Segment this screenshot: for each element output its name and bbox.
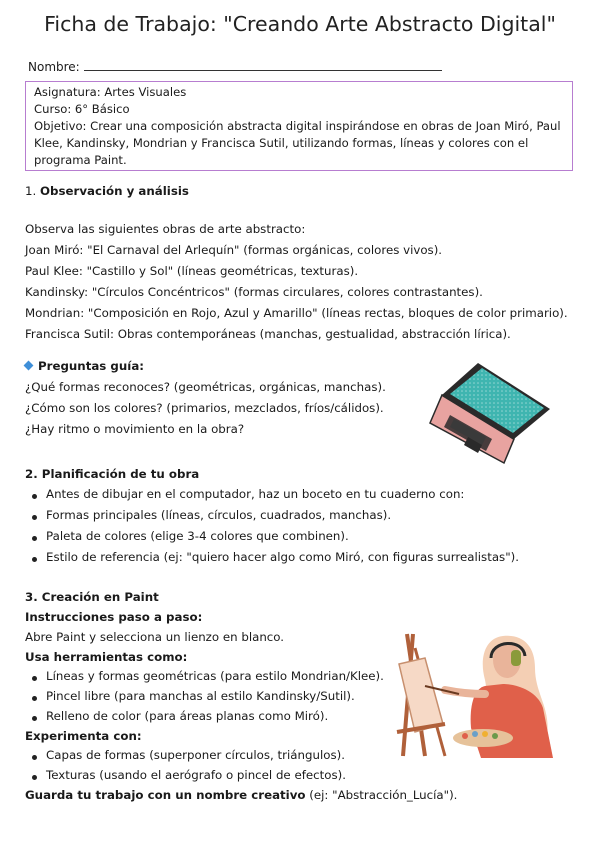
bullet-icon xyxy=(32,696,37,701)
section2-heading xyxy=(25,467,199,481)
bullet-icon xyxy=(32,557,37,562)
section1-title: Observación y análisis xyxy=(40,184,189,198)
experiment-item: Texturas (usando el aerógrafo o pincel de efectos). xyxy=(46,768,346,782)
steps-heading-text: Instrucciones paso a paso: xyxy=(25,610,203,624)
tools-heading xyxy=(25,650,187,664)
guide-heading-text: Preguntas guía: xyxy=(38,359,144,373)
plan-item: Antes de dibujar en el computador, haz un boceto en tu cuaderno con: xyxy=(46,487,465,501)
experiment-heading-text: Experimenta con: xyxy=(25,729,142,743)
section1-heading xyxy=(25,184,189,198)
tool-item: Relleno de color (para áreas planas como Miró). xyxy=(46,709,329,723)
objetivo-line-2: Klee, Kandinsky, Mondrian y Francisca Sutil, utilizando formas, líneas y colores con el xyxy=(34,136,529,150)
asignatura-text: Asignatura: Artes Visuales xyxy=(34,85,187,99)
bullet-icon xyxy=(32,494,37,499)
diamond-bullet-icon xyxy=(24,361,34,371)
section1-intro: Observa las siguientes obras de arte abstracto: xyxy=(25,222,306,236)
section1-number: 1. xyxy=(25,184,37,198)
objetivo-line-1: Objetivo: Crear una composición abstracta digital inspirándose en obras de Joan Miró, Paul xyxy=(34,119,561,133)
guide-heading xyxy=(25,359,144,373)
bullet-icon xyxy=(32,515,37,520)
question-item: ¿Cómo son los colores? (primarios, mezclados, fríos/cálidos). xyxy=(25,401,384,415)
info-box xyxy=(25,81,573,171)
question-item: ¿Hay ritmo o movimiento en la obra? xyxy=(25,422,245,436)
bullet-icon xyxy=(32,536,37,541)
objetivo-line-3: programa Paint. xyxy=(34,153,127,167)
nombre-line[interactable] xyxy=(84,59,442,71)
section2-title: 2. Planificación de tu obra xyxy=(25,467,200,481)
curso-text: Curso: 6° Básico xyxy=(34,102,130,116)
plan-item: Formas principales (líneas, círculos, cuadrados, manchas). xyxy=(46,508,392,522)
experiment-heading xyxy=(25,729,142,743)
nombre-label: Nombre: xyxy=(28,60,80,74)
bullet-icon xyxy=(32,775,37,780)
tools-heading-text: Usa herramientas como: xyxy=(25,650,188,664)
step-text: Abre Paint y selecciona un lienzo en blanco. xyxy=(25,630,285,644)
save-instruction xyxy=(25,788,457,802)
laptop-illustration xyxy=(428,357,556,465)
page-title: Ficha de Trabajo: "Creando Arte Abstracto Digital" xyxy=(44,12,556,36)
tool-item: Pincel libre (para manchas al estilo Kandinsky/Sutil). xyxy=(46,689,355,703)
section3-title: 3. Creación en Paint xyxy=(25,590,159,604)
nombre-field[interactable] xyxy=(28,59,442,74)
save-instruction-bold: Guarda tu trabajo con un nombre creativo xyxy=(25,788,306,802)
plan-item: Paleta de colores (elige 3-4 colores que combinen). xyxy=(46,529,349,543)
work-item: Francisca Sutil: Obras contemporáneas (manchas, gestualidad, abstracción lírica). xyxy=(25,327,511,341)
question-item: ¿Qué formas reconoces? (geométricas, orgánicas, manchas). xyxy=(25,380,386,394)
section3-heading xyxy=(25,590,159,604)
bullet-icon xyxy=(32,676,37,681)
tool-item: Líneas y formas geométricas (para estilo Mondrian/Klee). xyxy=(46,669,384,683)
steps-heading xyxy=(25,610,202,624)
work-item: Paul Klee: "Castillo y Sol" (líneas geométricas, texturas). xyxy=(25,264,359,278)
bullet-icon xyxy=(32,716,37,721)
save-instruction-rest: (ej: "Abstracción_Lucía"). xyxy=(305,788,458,802)
plan-item: Estilo de referencia (ej: "quiero hacer algo como Miró, con figuras surrealistas"). xyxy=(46,550,519,564)
experiment-item: Capas de formas (superponer círculos, triángulos). xyxy=(46,748,345,762)
work-item: Joan Miró: "El Carnaval del Arlequín" (formas orgánicas, colores vivos). xyxy=(25,243,443,257)
work-item: Mondrian: "Composición en Rojo, Azul y Amarillo" (líneas rectas, bloques de color primario). xyxy=(25,306,568,320)
work-item: Kandinsky: "Círculos Concéntricos" (formas circulares, colores contrastantes). xyxy=(25,285,483,299)
bullet-icon xyxy=(32,755,37,760)
artist-painting-illustration xyxy=(385,628,560,763)
